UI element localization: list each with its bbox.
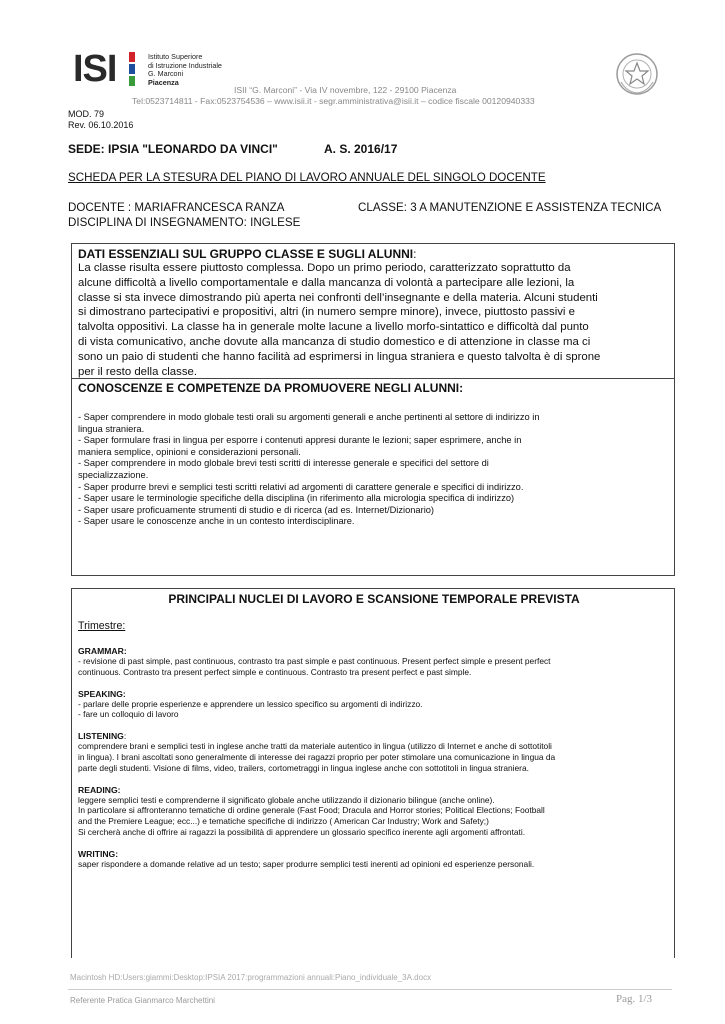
dati-heading-text: DATI ESSENZIALI SUL GRUPPO CLASSE E SUGLI ALUNNI: [78, 247, 414, 261]
reading-line: Si cercherà anche di offrire ai ragazzi la possibilità di apprendere un glossario specifico inerente agli argomenti affrontati.: [78, 826, 526, 837]
conoscenze-line: - Saper usare proficuamente strumenti di studio e di ricerca (ad es. Internet/Dizionario): [78, 504, 435, 515]
conoscenze-list: [78, 412, 670, 528]
listening-heading: [78, 731, 670, 741]
reading-heading: READING:: [78, 784, 121, 795]
conoscenze-heading: CONOSCENZE E COMPETENZE DA PROMUOVERE NEGLI ALUNNI:: [78, 381, 464, 395]
logo-color-bars: [129, 52, 135, 86]
conoscenze-line: - Saper formulare frasi in lingua per esporre i contenuti appresi durante le lezioni; saper esprimere, anche in: [78, 435, 522, 446]
republic-emblem-icon: [615, 52, 659, 96]
listening-heading-text: LISTENING: [78, 731, 124, 742]
school-logo: [73, 50, 233, 90]
dati-section: [78, 247, 670, 379]
dati-line: La classe risulta essere piuttosto complessa. Dopo un primo periodo, caratterizzato soprattutto da: [78, 262, 571, 274]
logo-line-3: G. Marconi: [148, 69, 184, 79]
listening-line: comprendere brani e semplici testi in inglese anche tratti da materiale autentico in lingua (utilizzo di Internet e anche di sottotitoli: [78, 741, 552, 752]
conoscenze-section: [78, 381, 670, 528]
conoscenze-line: - Saper usare le terminologie specifiche della disciplina (in riferimento alla micrologia specifica di indirizzo): [78, 493, 515, 504]
logo-mark: ISI: [73, 48, 117, 90]
speaking-text: [78, 699, 670, 721]
listening-text: [78, 741, 670, 773]
dati-line: alcune difficoltà a livello comportamentale e dalla mancanza di volontà a partecipare alle lezioni, la: [78, 276, 575, 289]
listening-line: parte degli studenti. Visione di films, video, trailers, cortometraggi in lingua inglese anche con sottotitoli in lingua straniera.: [78, 762, 529, 773]
reading-text: [78, 795, 670, 838]
contact-line: Tel:0523714811 - Fax:0523754536 – www.isii.it - segr.amministrativa@isii.it – codice fiscale 00120940333: [132, 96, 535, 106]
conoscenze-line: specializzazione.: [78, 469, 149, 480]
reading-line: and the Premiere League; ecc...) e tematiche specifiche di indirizzo ( American Car Industry; Work and Safety;): [78, 816, 489, 827]
conoscenze-line: - Saper comprendere in modo globale brevi testi scritti di interesse generale e specifici del settore di: [78, 458, 489, 469]
writing-text: [78, 859, 670, 870]
conoscenze-line: - Saper comprendere in modo globale testi orali su argomenti generali e anche pertinenti al settore di indirizzo in: [78, 412, 540, 422]
nuclei-section: [78, 592, 670, 870]
dati-line: per il resto della classe.: [78, 365, 198, 378]
footer-divider: [68, 989, 672, 990]
section-divider: [71, 378, 675, 379]
referente-text: Referente Pratica Gianmarco Marchettini: [70, 996, 215, 1005]
dati-line: si dimostrano partecipativi e propositivi, altri (in numero sempre minore), invece, piuttosto passivi e: [78, 306, 575, 319]
docente-label: DOCENTE : MARIAFRANCESCA RANZA: [68, 201, 285, 214]
grammar-text: [78, 656, 670, 678]
conoscenze-line: lingua straniera.: [78, 423, 145, 434]
classe-label: CLASSE: 3 A MANUTENZIONE E ASSISTENZA TECNICA: [358, 201, 662, 214]
writing-line: saper rispondere a domande relative ad un testo; saper produrre semplici testi inerenti ad opinioni ed esperienze personali.: [78, 858, 535, 869]
grammar-line: - revisione di past simple, past continuous, contrasto tra past simple e past continuous. Present perfect simple e present perfect: [78, 656, 551, 666]
sede-title: SEDE: IPSIA "LEONARDO DA VINCI": [68, 142, 278, 156]
trimestre-label: Trimestre:: [78, 620, 126, 632]
address-line: ISII “G. Marconi” - Via IV novembre, 122 - 29100 Piacenza: [234, 85, 457, 95]
grammar-line: continuous. Contrasto tra present perfect simple e continuous. Contrasto tra present perfect e past simple.: [78, 666, 472, 677]
dati-line: sono un paio di studenti che hanno facilità ad esprimersi in lingua straniera e questo talvolta è di sprone: [78, 350, 601, 363]
speaking-line: - fare un colloquio di lavoro: [78, 709, 179, 720]
nuclei-heading: PRINCIPALI NUCLEI DI LAVORO E SCANSIONE TEMPORALE PREVISTA: [168, 592, 580, 606]
conoscenze-line: maniera semplice, opinioni e considerazioni personali.: [78, 446, 301, 457]
dati-line: di vista comunicativo, anche dovute alla mancanza di studio domestico e di attenzione in classe ma ci: [78, 335, 591, 348]
mod-number: MOD. 79: [68, 109, 105, 119]
writing-heading: WRITING:: [78, 848, 119, 859]
dati-heading-suffix: :: [413, 247, 417, 261]
logo-line-4: Piacenza: [148, 77, 179, 87]
dati-line: classe si sta invece dimostrando più aperta nei confronti dell’insegnante e della materia. Alcuni studenti: [78, 291, 598, 304]
logo-line-2: di Istruzione Industriale: [148, 60, 222, 70]
listening-line: in lingua). I brani ascoltati sono generalmente di interesse dei ragazzi proprio per poter stimolare una comunicazione in lingua da: [78, 751, 556, 762]
reading-line: leggere semplici testi e comprenderne il significato globale anche utilizzando il dizionario bilingue (anche online).: [78, 794, 495, 805]
anno-scolastico: A. S. 2016/17: [324, 142, 398, 156]
reading-line: In particolare si affronteranno tematiche di ordine generale (Fast Food; Dracula and Horror stories; Political Elections; Football: [78, 805, 545, 816]
dati-paragraph: [78, 261, 670, 379]
revision-date: Rev. 06.10.2016: [68, 120, 134, 130]
grammar-heading: GRAMMAR:: [78, 646, 127, 656]
file-path: Macintosh HD:Users:giammi:Desktop:IPSIA 2017:programmazioni annuali:Piano_individuale_3A.docx: [70, 973, 432, 982]
document-title: SCHEDA PER LA STESURA DEL PIANO DI LAVORO ANNUALE DEL SINGOLO DOCENTE: [68, 171, 546, 184]
disciplina-label: DISCIPLINA DI INSEGNAMENTO: INGLESE: [68, 216, 301, 229]
page-number: Pag. 1/3: [616, 993, 653, 1005]
dati-heading: [78, 247, 670, 261]
logo-caption: [148, 53, 222, 87]
conoscenze-line: - Saper usare le conoscenze anche in un contesto interdisciplinare.: [78, 516, 355, 527]
speaking-heading: SPEAKING:: [78, 688, 126, 699]
dati-line: talvolta oppositivi. La classe ha in generale molte lacune a livello morfo-sintattico e difficoltà dal punto: [78, 321, 589, 334]
conoscenze-line: - Saper produrre brevi e semplici testi scritti relativi ad argomenti di carattere generale e specifici di indirizzo.: [78, 481, 524, 492]
listening-heading-suffix: :: [123, 731, 127, 742]
speaking-line: - parlare delle proprie esperienze e apprendere un lessico specifico su argomenti di indirizzo.: [78, 698, 423, 709]
logo-line-1: Istituto Superiore: [148, 52, 203, 61]
